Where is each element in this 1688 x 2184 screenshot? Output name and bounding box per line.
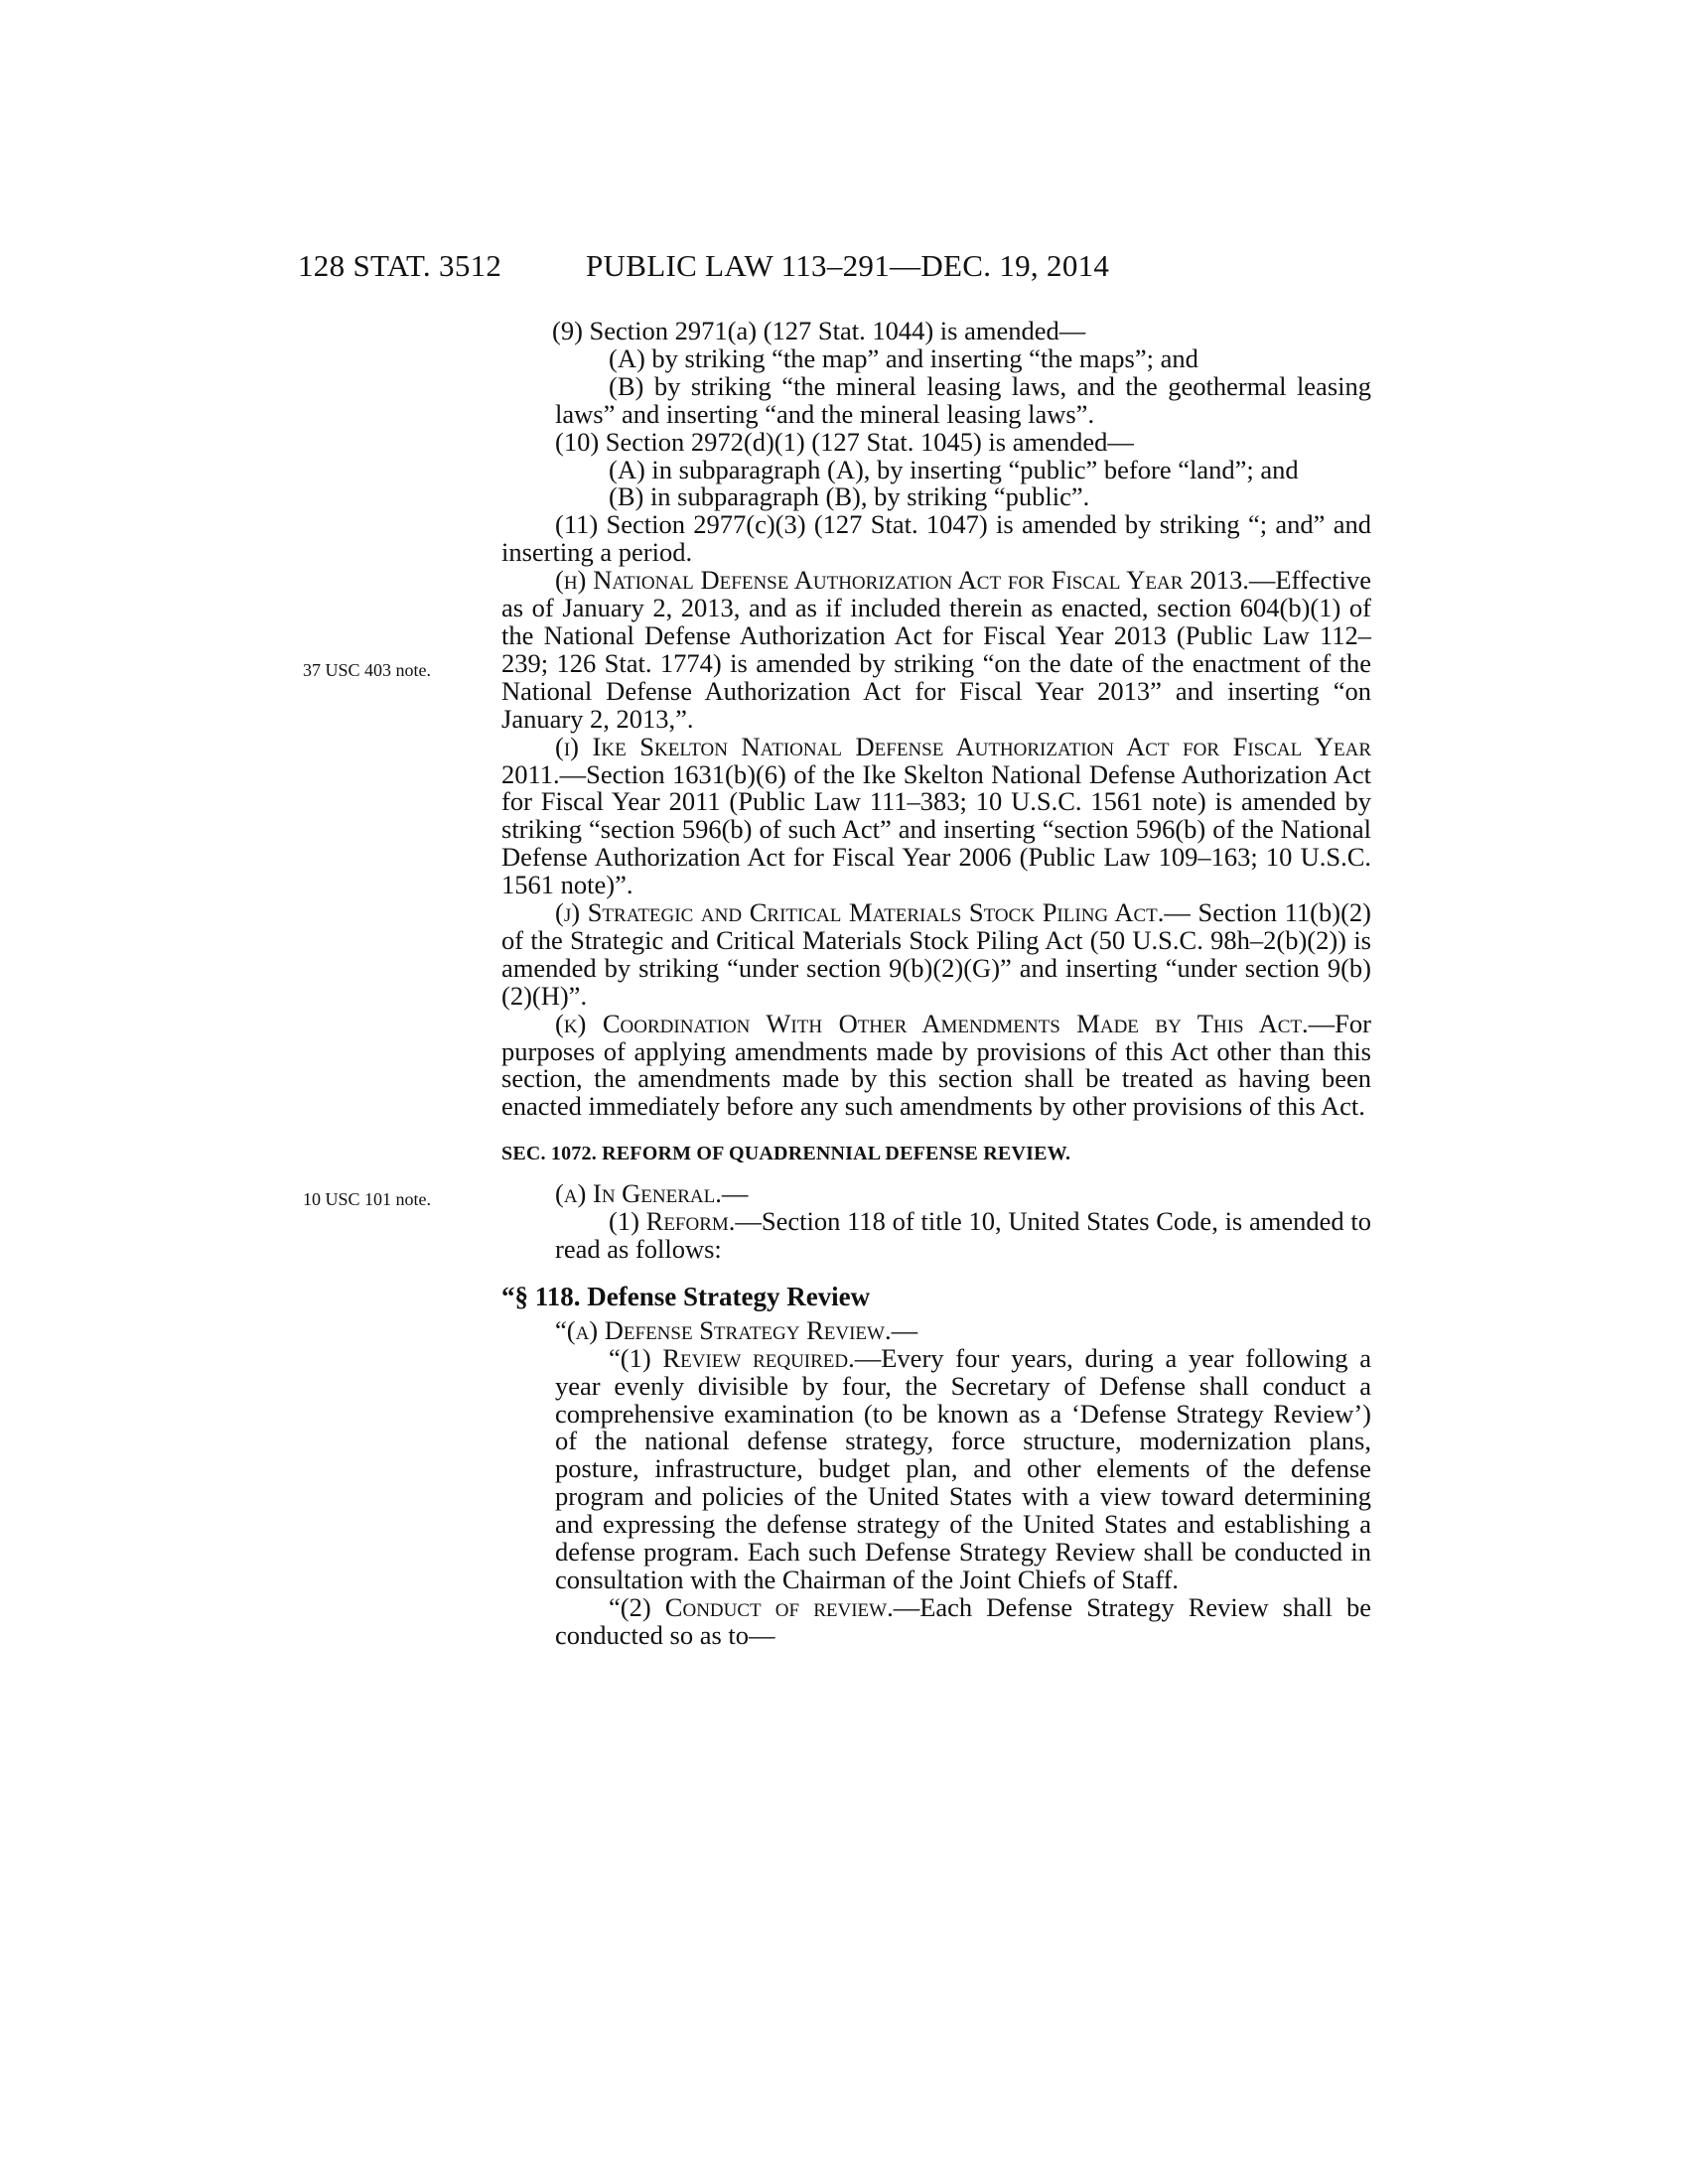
paragraph-10 — [501, 426, 1371, 457]
paragraph-i-text: —Section 1631(b)(6) of the Ike Skelton National Defense Authorization Act for Fiscal Year 2011 (Public Law 111–383; 10 U.S.C. 1561 note) is amended by striking “section 596(b) of such Act” and inserting “section 596(b) of the National Defense Authorization Act for Fiscal Year 2006 (Public Law 109–163; 10 U.S.C. 1561 note)”. — [501, 758, 1371, 900]
document-body — [501, 318, 1371, 1650]
paragraph-10B — [501, 483, 1371, 511]
paragraph-i-heading: (i) Ike Skelton National Defense Authorization Act for Fiscal Year 2011. — [501, 731, 1371, 789]
paragraph-9-text: (9) Section 2971(a) (127 Stat. 1044) is amended— — [552, 316, 1086, 345]
paragraph-11 — [448, 511, 1371, 567]
paragraph-a-text: — — [721, 1178, 749, 1209]
paragraph-9 — [448, 318, 1371, 345]
quoted-paragraph-2-heading: “(2) Conduct of review. — [609, 1591, 894, 1622]
section-1072-heading: SEC. 1072. REFORM OF QUADRENNIAL DEFENSE REVIEW. — [501, 1143, 1071, 1165]
paragraph-i — [501, 731, 1371, 900]
quoted-paragraph-1 — [501, 1342, 1371, 1594]
paragraph-k-heading: (k) Coordination With Other Amendments Made by This Act. — [555, 1008, 1309, 1038]
paragraph-10B-text: (B) in subparagraph (B), by striking “public”. — [609, 481, 1090, 512]
paragraph-h-heading: (h) National Defense Authorization Act for Fiscal Year 2013. — [555, 565, 1249, 596]
paragraph-9A — [501, 342, 1371, 373]
paragraph-9B-text: (B) by striking “the mineral leasing laws, and the geothermal leasing laws” and inserting “and the mineral leasing laws”. — [555, 370, 1371, 429]
paragraph-a1-text: —Section 118 of title 10, United States Code, is amended to read as follows: — [555, 1206, 1371, 1264]
margin-note-10-usc: 10 USC 101 note. — [303, 1189, 432, 1209]
quoted-paragraph-2-text: —Each Defense Strategy Review shall be conducted so as to— — [555, 1591, 1371, 1650]
page-title: PUBLIC LAW 113–291—DEC. 19, 2014 — [586, 248, 1110, 283]
paragraph-a-heading: (a) In General. — [555, 1178, 722, 1209]
paragraph-k-text: —For purposes of applying amendments made by provisions of this Act other than this section, the amendments made by this section shall be treated as having been enacted immediately before any such amendments by other provisions of this Act. — [501, 1008, 1371, 1122]
page-reference: 128 STAT. 3512 — [298, 248, 502, 283]
quoted-paragraph-a-text: — — [891, 1314, 918, 1345]
paragraph-9B — [501, 370, 1371, 429]
section-118-heading: “§ 118. Defense Strategy Review — [501, 1281, 871, 1311]
quoted-paragraph-1-heading: “(1) Review required. — [609, 1342, 855, 1373]
paragraph-10A — [501, 454, 1371, 484]
quoted-paragraph-2 — [501, 1591, 1371, 1650]
margin-note-37-usc: 37 USC 403 note. — [303, 660, 432, 680]
paragraph-10A-text: (A) in subparagraph (A), by inserting “public” before “land”; and — [609, 454, 1299, 484]
paragraph-j-text: — Section 11(b)(2) of the Strategic and Critical Materials Stock Piling Act (50 U.S.C. 98h–2(b)(2)) is amended by striking “under section 9(b)(2)(G)” and inserting “under section 9(b)(2)(H)”. — [501, 897, 1371, 1011]
paragraph-10-text: (10) Section 2972(d)(1) (127 Stat. 1045) is amended— — [555, 426, 1134, 457]
paragraph-j — [501, 899, 1371, 1011]
paragraph-k — [501, 1008, 1371, 1122]
paragraph-a1 — [501, 1208, 1371, 1264]
paragraph-9A-text: (A) by striking “the map” and inserting “the maps”; and — [609, 342, 1198, 373]
paragraph-11-text: (11) Section 2977(c)(3) (127 Stat. 1047) is amended by striking “; and” and inserting a period. — [501, 509, 1371, 568]
paragraph-h — [501, 567, 1371, 733]
quoted-paragraph-a — [501, 1314, 1371, 1345]
paragraph-h-text: —Effective as of January 2, 2013, and as if included therein as enacted, section 604(b)(1) of the National Defense Authorization Act for Fiscal Year 2013 (Public Law 112–239; 126 Stat. 1774) is amended by striking “on the date of the enactment of the National Defense Authorization Act for Fiscal Year 2013” and inserting “on January 2, 2013,”. — [501, 565, 1371, 734]
paragraph-j-heading: (j) Strategic and Critical Materials Stock Piling Act. — [555, 897, 1165, 928]
quoted-paragraph-1-text: —Every four years, during a year following a year evenly divisible by four, the Secretary of Defense shall conduct a comprehensive examination (to be known as a ‘Defense Strategy Review’) of the national defense strategy, force structure, modernization plans, posture, infrastructure, budget plan, and other elements of the defense program and policies of the United States with a view toward determining and expressing the defense strategy of the United States and establishing a defense program. Each such Defense Strategy Review shall be conducted in consultation with the Chairman of the Joint Chiefs of Staff. — [555, 1342, 1371, 1594]
paragraph-a — [501, 1180, 1371, 1208]
quoted-paragraph-a-heading: “(a) Defense Strategy Review. — [555, 1314, 892, 1345]
paragraph-a1-heading: (1) Reform. — [609, 1206, 736, 1237]
